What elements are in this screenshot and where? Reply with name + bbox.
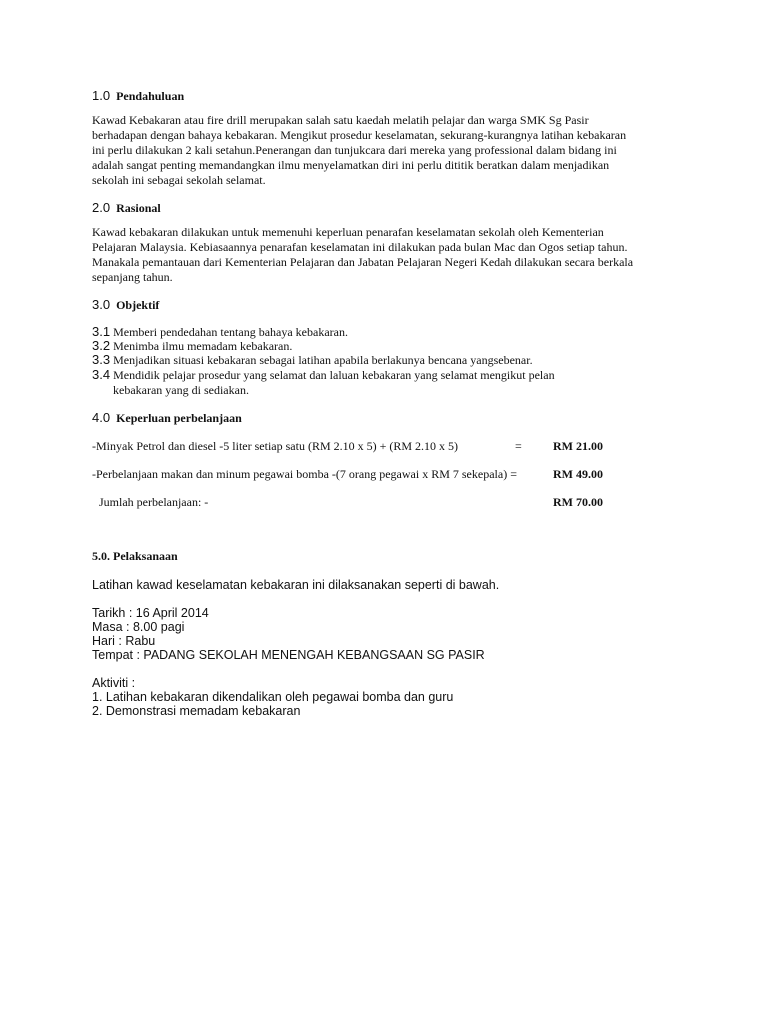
activities-label: Aktiviti : xyxy=(92,676,136,690)
section-4-title: Keperluan perbelanjaan xyxy=(116,411,242,425)
section-3-title: Objektif xyxy=(116,298,160,312)
section-1-number: 1.0 xyxy=(92,88,111,103)
expense-row-fuel: -Minyak Petrol dan diesel -5 liter setiap satu (RM 2.10 x 5) + (RM 2.10 x 5) xyxy=(92,439,459,453)
expense-total-label: Jumlah perbelanjaan: - xyxy=(99,495,209,509)
section-5-intro: Latihan kawad keselamatan kebakaran ini dilaksanakan seperti di bawah. xyxy=(92,578,500,592)
event-date: Tarikh : 16 April 2014 xyxy=(92,606,209,620)
section-2-paragraph xyxy=(92,225,633,285)
section-3-number: 3.0 xyxy=(92,297,111,312)
paragraph-line: berhadapan dengan bahaya kebakaran. Mengikut prosedur keselamatan, sekurang-kurangnya latihan kebakaran xyxy=(92,128,627,142)
paragraph-line: ini perlu dilakukan 2 kali setahun.Penerangan dan tunjukcara dari mereka yang professional dalam bidang ini xyxy=(92,143,617,157)
section-2-heading xyxy=(92,200,161,216)
expense-row-food: -Perbelanjaan makan dan minum pegawai bomba -(7 orang pegawai x RM 7 sekepala) = xyxy=(92,467,517,481)
activity-item: 1. Latihan kebakaran dikendalikan oleh pegawai bomba dan guru xyxy=(92,690,454,704)
expense-total-value: RM 70.00 xyxy=(553,495,603,509)
event-venue: Tempat : PADANG SEKOLAH MENENGAH KEBANGSAAN SG PASIR xyxy=(92,648,485,662)
objective-item: 3.4 Mendidik pelajar prosedur yang selamat dan laluan kebakaran yang selamat mengikut pelan xyxy=(92,367,555,382)
paragraph-line: Kawad Kebakaran atau fire drill merupakan salah satu kaedah melatih pelajar dan warga SMK Sg Pasir xyxy=(92,113,589,127)
paragraph-line: sekolah ini sebagai sekolah selamat. xyxy=(92,173,266,187)
section-2-title: Rasional xyxy=(116,201,161,215)
section-1-heading xyxy=(92,88,184,104)
objective-item-continuation: kebakaran yang di sediakan. xyxy=(113,383,249,397)
section-5-heading: 5.0. Pelaksanaan xyxy=(92,549,178,563)
expense-row-fuel-equals: = xyxy=(515,439,522,453)
paragraph-line: adalah sangat penting memandangkan ilmu menyelamatkan diri ini perlu dititik beratkan dalam menjadikan xyxy=(92,158,610,172)
objective-item: 3.3 Menjadikan situasi kebakaran sebagai latihan apabila berlakunya bencana yangsebenar. xyxy=(92,352,533,367)
expense-row-food-total: RM 49.00 xyxy=(553,467,603,481)
paragraph-line: Manakala pemantauan dari Kementerian Pelajaran dan Jabatan Pelajaran Negeri Kedah dilakukan secara berkala xyxy=(92,255,634,269)
event-day: Hari : Rabu xyxy=(92,634,156,648)
expense-row-fuel-total: RM 21.00 xyxy=(553,439,603,453)
paragraph-line: sepanjang tahun. xyxy=(92,270,173,284)
event-time: Masa : 8.00 pagi xyxy=(92,620,185,634)
section-3-heading xyxy=(92,297,159,313)
section-1-title: Pendahuluan xyxy=(116,89,185,103)
section-4-number: 4.0 xyxy=(92,410,111,425)
activity-item: 2. Demonstrasi memadam kebakaran xyxy=(92,704,301,718)
section-1-paragraph xyxy=(92,113,626,188)
paragraph-line: Pelajaran Malaysia. Kebiasaannya penarafan keselamatan ini dilakukan pada bulan Mac dan Ogos setiap tahun. xyxy=(92,240,628,254)
section-4-heading xyxy=(92,410,242,426)
section-2-number: 2.0 xyxy=(92,200,111,215)
objective-item: 3.2 Menimba ilmu memadam kebakaran. xyxy=(92,338,293,353)
objective-item: 3.1 Memberi pendedahan tentang bahaya kebakaran. xyxy=(92,324,348,339)
paragraph-line: Kawad kebakaran dilakukan untuk memenuhi keperluan penarafan keselamatan sekolah oleh Kementerian xyxy=(92,225,604,239)
